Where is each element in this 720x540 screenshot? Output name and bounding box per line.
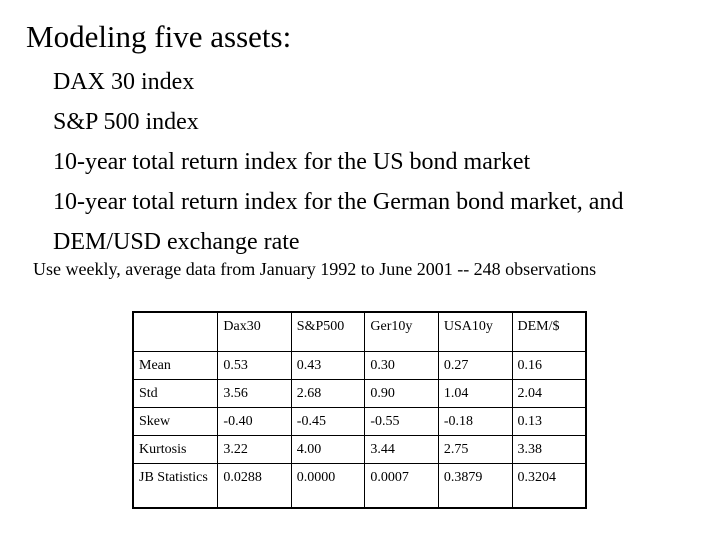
table-cell: 0.0000 [291,464,365,509]
table-cell: -0.55 [365,408,438,436]
table-cell: 0.13 [512,408,586,436]
table-cell: 3.56 [218,380,291,408]
row-label: Skew [133,408,218,436]
table-cell: 3.22 [218,436,291,464]
table-cell: -0.40 [218,408,291,436]
table-row [133,352,586,380]
row-label: Mean [133,352,218,380]
table-cell: 0.27 [438,352,512,380]
table-cell: 2.68 [291,380,365,408]
table-cell: 0.90 [365,380,438,408]
table-cell: 0.53 [218,352,291,380]
table-cell: 1.04 [438,380,512,408]
column-header: Ger10y [365,312,438,352]
asset-item: DEM/USD exchange rate [53,229,300,255]
table-row [133,380,586,408]
column-header: Dax30 [218,312,291,352]
column-header: DEM/$ [512,312,586,352]
row-label: Kurtosis [133,436,218,464]
table-row [133,464,586,509]
slide-title: Modeling five assets: [26,19,292,54]
table-cell: -0.45 [291,408,365,436]
column-header: S&P500 [291,312,365,352]
column-header: USA10y [438,312,512,352]
table-cell: -0.18 [438,408,512,436]
table-cell: 0.43 [291,352,365,380]
row-label: Std [133,380,218,408]
row-label: JB Statistics [133,464,218,509]
asset-item: 10-year total return index for the German bond market, and [53,189,624,215]
table-cell: 0.16 [512,352,586,380]
table-header-row [133,312,586,352]
table-cell: 3.38 [512,436,586,464]
asset-item: 10-year total return index for the US bond market [53,149,531,175]
table-cell: 0.0288 [218,464,291,509]
table-cell: 0.3204 [512,464,586,509]
table-cell: 2.75 [438,436,512,464]
table-cell: 3.44 [365,436,438,464]
table-cell: 4.00 [291,436,365,464]
table-cell: 2.04 [512,380,586,408]
table-cell: 0.3879 [438,464,512,509]
table-cell: 0.0007 [365,464,438,509]
data-note: Use weekly, average data from January 1992 to June 2001 -- 248 observations [33,259,597,279]
table-corner-cell [133,312,218,352]
table-cell: 0.30 [365,352,438,380]
table-row [133,436,586,464]
asset-list [53,62,623,262]
asset-item: DAX 30 index [53,69,195,95]
table-row [133,408,586,436]
asset-item: S&P 500 index [53,109,199,135]
statistics-table [132,311,587,509]
